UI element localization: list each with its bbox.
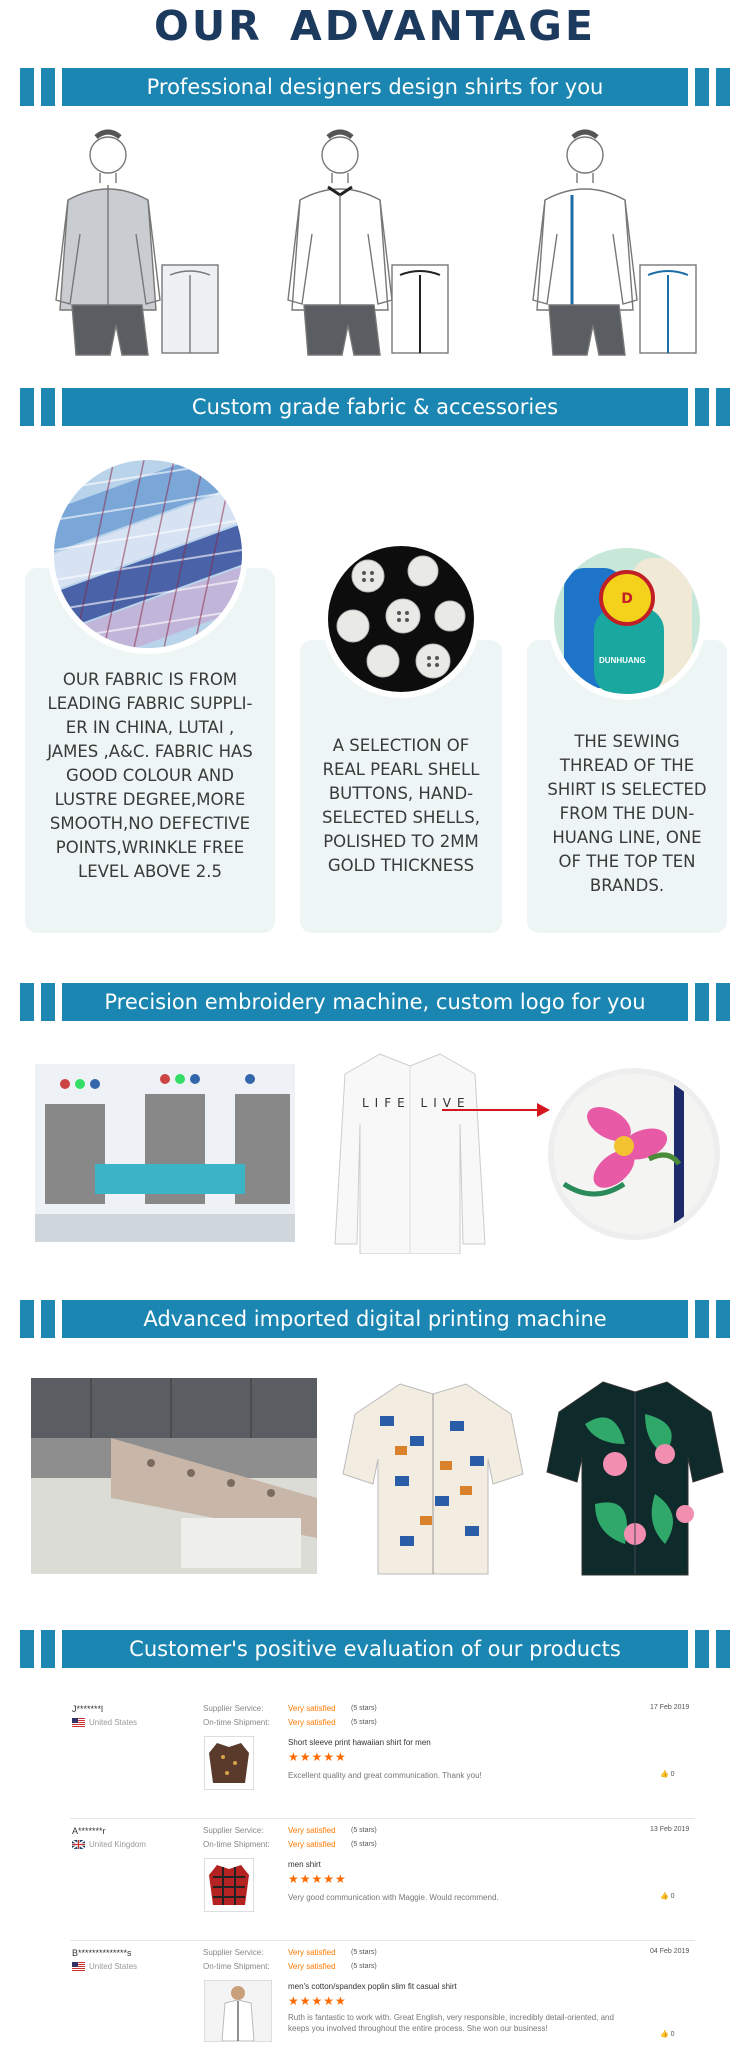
page-title: OUR ADVANTAGE (154, 2, 596, 50)
supplier-service-value: Very satisfied (288, 1948, 336, 1957)
rating-stars: ★★★★★ (288, 1872, 347, 1886)
supplier-service-stars: (5 stars) (351, 1705, 377, 1712)
supplier-service-value: Very satisfied (288, 1704, 336, 1713)
banner-printing-label: Advanced imported digital printing machine (62, 1300, 688, 1338)
like-button[interactable] (660, 1770, 675, 1778)
reviewer-country (72, 1840, 146, 1849)
thumbs-up-icon: 👍 (660, 1771, 669, 1778)
red-arrow-icon (442, 1100, 552, 1120)
banner-designers-label: Professional designers design shirts for you (62, 68, 688, 106)
review-text: Very good communication with Maggie. Would recommend. (288, 1893, 499, 1902)
country-name: United States (89, 1718, 138, 1727)
sketch-figure-1 (56, 132, 218, 355)
country-name: United States (89, 1962, 138, 1971)
thread-spools-image (548, 542, 706, 700)
fabric-card-text: OUR FABRIC IS FROM LEADING FABRIC SUPPLI-ER IN CHINA, LUTAI , JAMES ,A&C. FABRIC HAS GOOD COLOUR AND LUSTRE DEGREE,MORE SMOOTH,NO DEFECTIVE POINTS,WRINKLE FREE LEVEL ABOVE 2.5 (47, 670, 253, 881)
like-button[interactable] (660, 1892, 675, 1900)
reviewer-name: A*******r (72, 1826, 106, 1836)
banner-reviews-label: Customer's positive evaluation of our products (62, 1630, 688, 1668)
shipment-stars: (5 stars) (351, 1719, 377, 1726)
embroidered-shirt-image (330, 1044, 490, 1254)
product-thumbnail[interactable] (204, 1980, 272, 2042)
review-item (70, 1822, 695, 1941)
fabric-swatch-image (48, 454, 248, 654)
supplier-service-label: Supplier Service: (203, 1704, 264, 1713)
shipment-label: On-time Shipment: (203, 1962, 270, 1971)
embroidery-machine-image (35, 1064, 295, 1242)
reviews-list (70, 1700, 695, 2060)
reviewer-country (72, 1962, 137, 1971)
shipment-label: On-time Shipment: (203, 1840, 270, 1849)
review-date: 13 Feb 2019 (650, 1826, 690, 1833)
supplier-service-stars: (5 stars) (351, 1949, 377, 1956)
banner-embroidery-label: Precision embroidery machine, custom logo for you (62, 983, 688, 1021)
supplier-service-stars: (5 stars) (351, 1827, 377, 1834)
shipment-value: Very satisfied (288, 1718, 336, 1727)
supplier-service-label: Supplier Service: (203, 1826, 264, 1835)
svg-text:D: D (621, 591, 633, 607)
sketch-figure-3 (533, 132, 696, 355)
shirt-embroidery-text: LIFE LIVE (362, 1096, 471, 1110)
product-name[interactable]: Short sleeve print hawaiian shirt for men (288, 1738, 431, 1747)
rating-stars: ★★★★★ (288, 1750, 347, 1764)
designer-sketches (0, 125, 750, 365)
banner-embroidery (20, 983, 730, 1021)
shipment-value: Very satisfied (288, 1840, 336, 1849)
banner-printing (20, 1300, 730, 1338)
product-thumbnail[interactable] (204, 1736, 254, 1790)
printed-shirt-image-1 (340, 1376, 526, 1576)
thread-brand-label: DUNHUANG (599, 656, 646, 665)
reviewer-country (72, 1718, 137, 1727)
printing-machine-image (31, 1378, 317, 1574)
thumbs-up-icon: 👍 (660, 1893, 669, 1900)
sketch-figure-2 (288, 132, 448, 355)
banner-fabric-label: Custom grade fabric & accessories (62, 388, 688, 426)
supplier-service-label: Supplier Service: (203, 1948, 264, 1957)
shipment-stars: (5 stars) (351, 1963, 377, 1970)
embroidery-detail-image (548, 1068, 720, 1240)
like-button[interactable] (660, 2030, 675, 2038)
country-name: United Kingdom (89, 1840, 146, 1849)
rating-stars: ★★★★★ (288, 1994, 347, 2008)
thumbs-up-icon: 👍 (660, 2031, 669, 2038)
reviewer-name: B**************s (72, 1948, 132, 1958)
banner-designers (20, 68, 730, 106)
buttons-card-text: A SELECTION OF REAL PEARL SHELL BUTTONS, HAND-SELECTED SHELLS, POLISHED TO 2MM GOLD THICKNESS (322, 736, 480, 875)
product-name[interactable]: men's cotton/spandex poplin slim fit casual shirt (288, 1982, 457, 1991)
us-flag-icon (72, 1718, 85, 1727)
product-thumbnail[interactable] (204, 1858, 254, 1912)
product-name[interactable]: men shirt (288, 1860, 321, 1869)
uk-flag-icon (72, 1840, 85, 1849)
like-count: 0 (670, 1893, 675, 1900)
shipment-value: Very satisfied (288, 1962, 336, 1971)
review-item (70, 1700, 695, 1819)
supplier-service-value: Very satisfied (288, 1826, 336, 1835)
shipment-stars: (5 stars) (351, 1841, 377, 1848)
banner-fabric (20, 388, 730, 426)
banner-reviews (20, 1630, 730, 1668)
like-count: 0 (670, 1771, 675, 1778)
pearl-buttons-image (322, 540, 480, 698)
review-text: Ruth is fantastic to work with. Great English, very responsible, incredibly detail-oriented, and keeps you involved throughout the entire process. She won our business! (288, 2013, 614, 2033)
review-item (70, 1944, 695, 2060)
shipment-label: On-time Shipment: (203, 1718, 270, 1727)
review-date: 17 Feb 2019 (650, 1704, 690, 1711)
reviewer-name: J*******l (72, 1704, 104, 1714)
thread-card-text: THE SEWING THREAD OF THE SHIRT IS SELECTED FROM THE DUN-HUANG LINE, ONE OF THE TOP TEN BRANDS. (547, 732, 707, 895)
printed-shirt-image-2 (545, 1374, 725, 1578)
us-flag-icon (72, 1962, 85, 1971)
review-text: Excellent quality and great communication. Thank you! (288, 1771, 482, 1780)
review-date: 04 Feb 2019 (650, 1948, 690, 1955)
like-count: 0 (670, 2031, 675, 2038)
